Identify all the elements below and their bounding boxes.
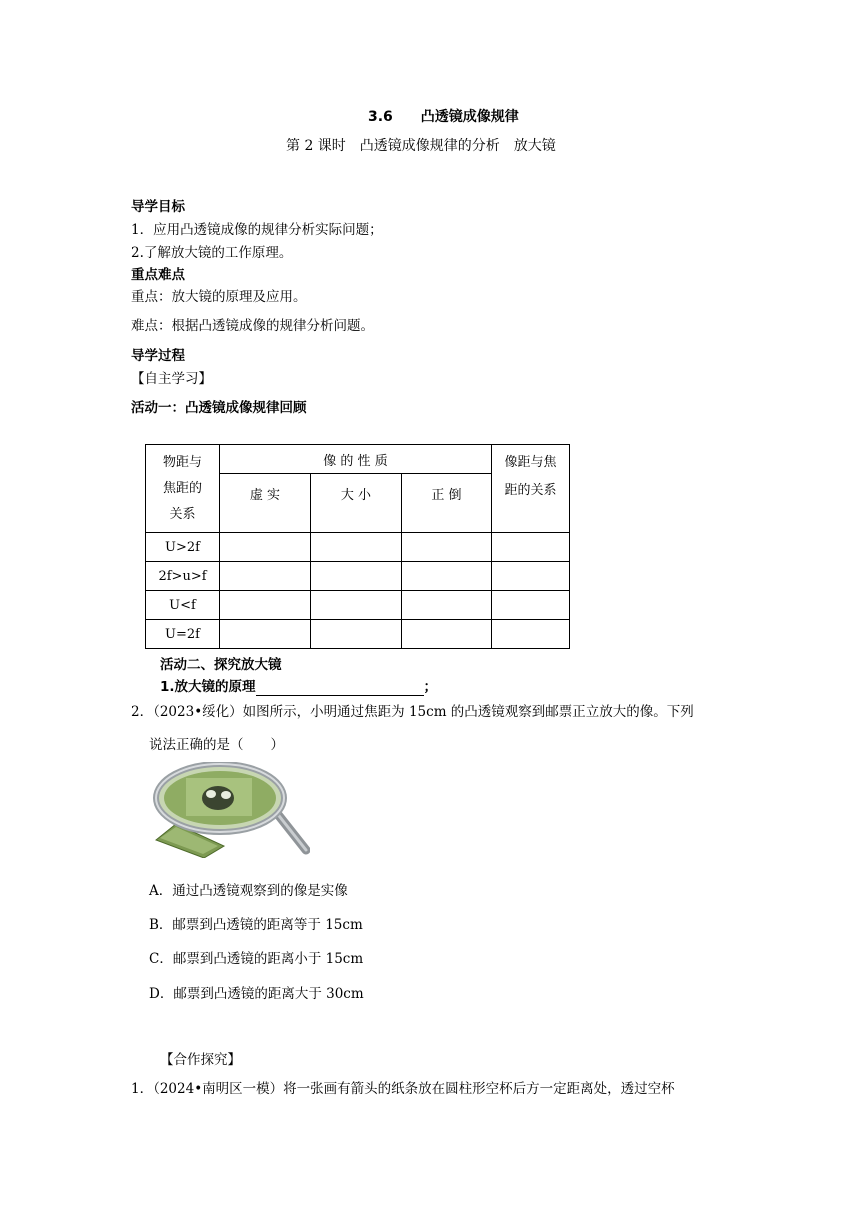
page-title: 3.6 凸透镜成像规律 <box>368 109 519 125</box>
activity2-heading: 活动二、探究放大镜 <box>160 657 282 673</box>
page-subtitle: 第 2 课时 凸透镜成像规律的分析 放大镜 <box>286 138 556 154</box>
table-cell <box>220 591 311 620</box>
table-row-label: U<f <box>146 591 220 620</box>
table-row <box>146 620 570 649</box>
self-study-heading: 【自主学习】 <box>131 371 212 387</box>
table-header-distance <box>146 445 220 533</box>
goal-item: 2.了解放大镜的工作原理。 <box>131 245 293 261</box>
table-cell <box>311 591 402 620</box>
activity2-item1-label: 1.放大镜的原理 <box>160 679 256 695</box>
table-cell <box>402 562 492 591</box>
table-row <box>146 562 570 591</box>
table-cell <box>492 533 570 562</box>
goals-heading: 导学目标 <box>131 199 185 215</box>
table-subheader-orientation: 正 倒 <box>402 474 492 533</box>
table-cell <box>402 533 492 562</box>
cooperation-question-1: 1．（2024•南明区一模）将一张画有箭头的纸条放在圆柱形空杯后方一定距离处，透过空杯 <box>131 1081 675 1097</box>
table-cell <box>220 620 311 649</box>
table-row <box>146 533 570 562</box>
table-cell <box>220 562 311 591</box>
table-subheader-real-virtual: 虚 实 <box>220 474 311 533</box>
table-cell <box>492 591 570 620</box>
option-d: D．邮票到凸透镜的距离大于 30cm <box>149 986 364 1002</box>
process-heading: 导学过程 <box>131 348 185 364</box>
table-subheader-size: 大 小 <box>311 474 402 533</box>
activity1-heading: 活动一：凸透镜成像规律回顾 <box>131 400 307 416</box>
table-header-group: 像 的 性 质 <box>220 445 492 474</box>
question-2-line2: 说法正确的是（ ） <box>149 737 284 753</box>
cooperation-heading: 【合作探究】 <box>160 1052 241 1068</box>
table-cell <box>220 533 311 562</box>
table-cell <box>311 562 402 591</box>
table-cell <box>311 620 402 649</box>
difficulty-point: 难点：根据凸透镜成像的规律分析问题。 <box>131 318 374 334</box>
key-points-heading: 重点难点 <box>131 267 185 283</box>
magnifier-stamp-image <box>148 762 310 858</box>
table-cell <box>402 591 492 620</box>
table-cell <box>311 533 402 562</box>
table-header-line: 距的关系 <box>504 483 557 498</box>
key-point: 重点：放大镜的原理及应用。 <box>131 289 307 305</box>
table-row-label: U>2f <box>146 533 220 562</box>
option-c: C．邮票到凸透镜的距离小于 15cm <box>149 951 364 967</box>
table-header-line: 关系 <box>169 506 196 522</box>
table-cell <box>402 620 492 649</box>
activity2-item1-end: ； <box>423 679 438 695</box>
table-row-label: 2f>u>f <box>146 562 220 591</box>
table-header-line: 焦距的 <box>162 480 202 496</box>
table-header-line: 物距与 <box>162 454 202 470</box>
table-row-label: U=2f <box>146 620 220 649</box>
image-properties-table <box>145 444 570 649</box>
activity2-item1 <box>160 675 437 696</box>
goal-item: 1．应用凸透镜成像的规律分析实际问题； <box>131 222 383 238</box>
table-cell <box>492 562 570 591</box>
option-a: A．通过凸透镜观察到的像是实像 <box>149 883 348 899</box>
question-2-line1: 2．（2023•绥化）如图所示，小明通过焦距为 15cm 的凸透镜观察到邮票正立放大的像。下列 <box>131 704 694 720</box>
table-header-line: 像距与焦 <box>504 455 557 470</box>
table-cell <box>492 620 570 649</box>
table-header-image-distance <box>492 445 570 533</box>
answer-blank[interactable] <box>256 679 424 696</box>
table-row <box>146 591 570 620</box>
option-b: B．邮票到凸透镜的距离等于 15cm <box>149 917 363 933</box>
